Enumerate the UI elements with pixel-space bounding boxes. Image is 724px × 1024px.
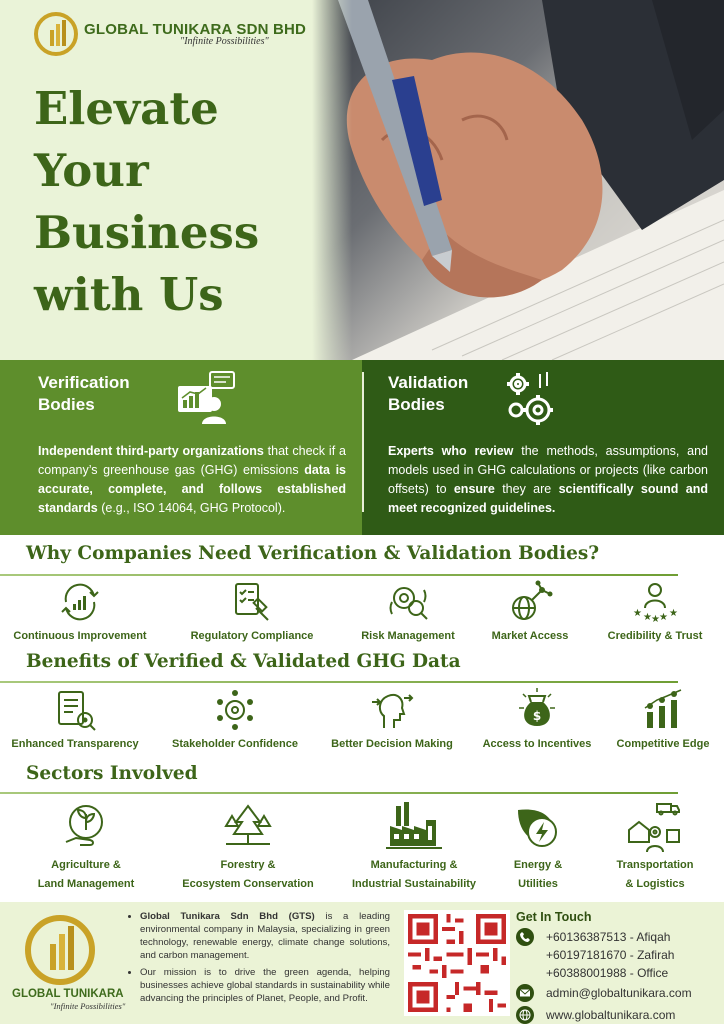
benefit-item [160, 688, 310, 750]
person-stars-icon [631, 580, 679, 624]
about-item [140, 966, 390, 1005]
about-item [140, 910, 390, 962]
leaf-bolt-icon [512, 800, 564, 852]
hero-title-line: Your [34, 144, 149, 197]
contact-block [516, 910, 721, 1024]
svg-text:★: ★ [651, 614, 660, 624]
money-bag-icon [515, 688, 559, 732]
sector-item [598, 800, 712, 894]
about-bold: Global Tunikara Sdn Bhd (GTS) [140, 911, 315, 922]
validation-text [388, 442, 708, 518]
hero-title-line: Elevate [34, 82, 219, 135]
sector-label-line: & Logistics [625, 878, 685, 890]
sector-label [598, 856, 712, 894]
why-item [590, 580, 720, 642]
contact-title: Get In Touch [516, 910, 592, 924]
section-rule [0, 792, 678, 794]
sector-label-line: Ecosystem Conservation [182, 878, 314, 890]
logistics-icon [627, 800, 683, 852]
hero-title-line: Business [34, 206, 260, 259]
footer [0, 902, 724, 1024]
benefit-label: Stakeholder Confidence [172, 738, 298, 750]
about-text: is a leading environmental company in Malaysia, specializing in green technology, renewable energy, climate change solutions, and carbon management. [140, 911, 391, 961]
text-normal: the methods, assumptions, and models used in GHG calculations or projects (like carbon offsets) to [388, 444, 709, 496]
text-normal: they are [494, 482, 559, 496]
hero-title [34, 78, 259, 326]
hero-photo [312, 0, 724, 360]
text-bold: ensure [453, 482, 495, 496]
phone-row [516, 928, 721, 982]
email-row [516, 984, 721, 1002]
panel-title-line: Verification [38, 373, 130, 392]
why-label: Continuous Improvement [13, 630, 147, 642]
footer-brand: GLOBAL TUNIKARA [12, 988, 124, 1000]
sector-label-line: Land Management [37, 878, 135, 890]
website-link[interactable]: www.globaltunikara.com [546, 1008, 676, 1022]
globe-icon [516, 1006, 534, 1024]
sector-label-line: Utilities [518, 878, 558, 890]
report-analysis-icon [174, 370, 238, 426]
email-icon [516, 984, 534, 1002]
footer-tagline: "Infinite Possibilities" [50, 1001, 126, 1011]
team-growth-icon [641, 688, 685, 732]
phone-number[interactable]: +60388001988 - Office [546, 966, 669, 980]
why-label: Regulatory Compliance [190, 630, 314, 642]
panel-title-line: Validation [388, 373, 469, 392]
panel-divider [362, 372, 364, 512]
why-item [338, 580, 478, 642]
sector-label [340, 856, 488, 894]
sectors-title: Sectors Involved [26, 763, 198, 784]
hero-section [0, 0, 724, 360]
why-item [172, 580, 332, 642]
people-circle-icon [213, 688, 257, 732]
head-arrows-icon [370, 688, 414, 732]
svg-text:★: ★ [669, 608, 678, 619]
text-normal: that check if a company’s greenhouse gas (GHG) emissions [38, 444, 346, 477]
phone-number[interactable]: +60197181670 - Zafirah [546, 948, 675, 962]
verification-title [38, 372, 174, 416]
text-bold: Experts who review [388, 444, 514, 458]
benefit-label: Enhanced Transparency [11, 738, 139, 750]
why-label: Credibility & Trust [607, 630, 703, 642]
phone-icon [516, 928, 534, 946]
checklist-gavel-icon [228, 580, 276, 624]
globe-network-icon [506, 580, 554, 624]
sector-label-line: Transportation [616, 859, 694, 871]
benefit-label: Competitive Edge [616, 738, 710, 750]
why-item [0, 580, 160, 642]
text-normal: (e.g., ISO 14064, GHG Protocol). [97, 501, 286, 515]
why-label: Market Access [491, 630, 569, 642]
factory-icon [386, 800, 442, 852]
sector-label-line: Agriculture & [51, 859, 121, 871]
sector-item [172, 800, 324, 894]
text-bold: data is accurate, complete, and follows established standards [38, 463, 346, 515]
why-label: Risk Management [361, 630, 455, 642]
benefit-item [0, 688, 150, 750]
why-title: Why Companies Need Verification & Validation Bodies? [26, 543, 600, 564]
brand-name: GLOBAL TUNIKARA SDN BHD [84, 21, 307, 38]
panel-title-line: Bodies [38, 395, 95, 414]
text-bold: Independent third-party organizations [38, 444, 264, 458]
benefit-item [320, 688, 464, 750]
gts-logo-icon [34, 12, 78, 56]
about-text: Our mission is to drive the green agenda, helping businesses achieve global standards in sustainability while advancing the principles of Planet, People, and Profit. [140, 967, 390, 1004]
hand-plant-icon [60, 800, 112, 852]
section-rule [0, 574, 678, 576]
sector-label [22, 856, 150, 894]
sector-item [498, 800, 578, 894]
sector-item [22, 800, 150, 894]
validation-title [388, 372, 500, 416]
gears-icon [500, 370, 564, 426]
sector-label-line: Industrial Sustainability [351, 878, 477, 890]
panel-title-line: Bodies [388, 395, 445, 414]
sector-item [340, 800, 488, 894]
phone-number[interactable]: +60136387513 - Afiqah [546, 930, 671, 944]
qr-code-icon[interactable] [404, 910, 510, 1016]
brand-tagline: "Infinite Possibilities" [180, 36, 269, 47]
svg-text:★: ★ [643, 612, 652, 623]
verification-panel [0, 360, 362, 535]
sector-label-line: Energy & [513, 859, 563, 871]
sector-label-line: Manufacturing & [370, 859, 458, 871]
photo-fade [312, 0, 352, 360]
cycle-chart-icon [56, 580, 104, 624]
email-link[interactable]: admin@globaltunikara.com [546, 986, 692, 1000]
sector-label [498, 856, 578, 894]
about-list [128, 910, 390, 1009]
benefit-label: Better Decision Making [331, 738, 453, 750]
gts-logo-icon [24, 914, 96, 986]
trees-icon [222, 800, 274, 852]
svg-text:$: $ [532, 709, 542, 723]
benefit-item [604, 688, 722, 750]
benefits-title: Benefits of Verified & Validated GHG Data [26, 651, 461, 672]
why-item [478, 580, 582, 642]
svg-text:★: ★ [659, 612, 668, 623]
sector-label-line: Forestry & [220, 859, 276, 871]
risk-gear-icon [384, 580, 432, 624]
sector-label [172, 856, 324, 894]
svg-text:★: ★ [633, 608, 642, 619]
hero-title-line: with Us [34, 268, 224, 321]
section-rule [0, 681, 678, 683]
validation-panel [362, 360, 724, 535]
benefit-item [472, 688, 602, 750]
website-row [516, 1006, 721, 1024]
header-logo [34, 12, 306, 56]
benefit-label: Access to Incentives [482, 738, 592, 750]
text-bold: scientifically sound and meet recognized guidelines. [388, 482, 708, 515]
verification-text [38, 442, 346, 518]
document-eye-icon [53, 688, 97, 732]
